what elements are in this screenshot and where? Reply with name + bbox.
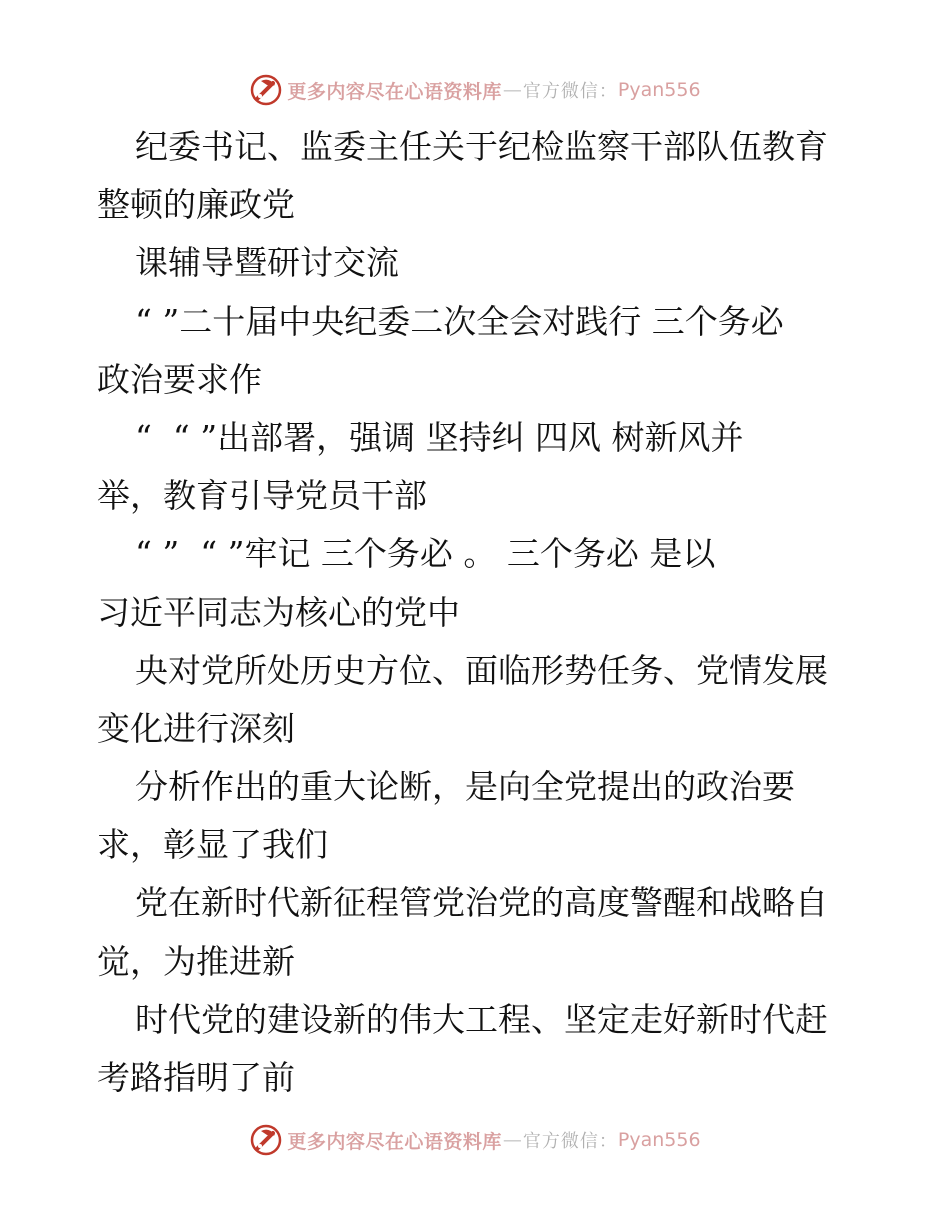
- banner-site-text: 更多内容尽在心语资料库: [287, 80, 502, 103]
- body-line: 时代党的建设新的伟大工程、坚定走好新时代赶: [135, 999, 828, 1039]
- body-line: 整顿的廉政党: [97, 185, 295, 225]
- banner-separator: —: [502, 1129, 522, 1151]
- body-line: 政治要求作: [97, 359, 262, 399]
- banner-wechat-label: 官方微信：: [522, 81, 618, 102]
- body-line: “ ”二十届中央纪委二次全会对践行 三个务必: [135, 301, 784, 341]
- body-line: 变化进行深刻: [97, 708, 295, 748]
- banner-wechat-id: Pyan556: [617, 79, 701, 101]
- banner-wechat-label: 官方微信：: [522, 1131, 618, 1152]
- body-line: 考路指明了前: [97, 1058, 295, 1097]
- body-line: 习近平同志为核心的党中: [97, 592, 460, 632]
- body-line: 求，彰显了我们: [97, 825, 328, 865]
- brand-logo-icon: [249, 73, 283, 107]
- body-line: 分析作出的重大论断，是向全党提出的政治要: [135, 767, 795, 807]
- document-body: [97, 118, 857, 1107]
- body-line: “ ” “ ”牢记 三个务必 。 三个务必 是以: [135, 534, 716, 574]
- banner-separator: —: [502, 79, 522, 101]
- banner-site-text: 更多内容尽在心语资料库: [287, 1130, 502, 1153]
- banner-wechat-id: Pyan556: [617, 1129, 701, 1151]
- body-line: 纪委书记、监委主任关于纪检监察干部队伍教育: [135, 127, 828, 166]
- header-banner: [0, 70, 950, 110]
- body-line: “ “ ”出部署，强调 坚持纠 四风 树新风并: [135, 417, 744, 457]
- brand-logo-icon: [249, 1123, 283, 1157]
- body-line: 央对党所处历史方位、面临形势任务、党情发展: [135, 650, 828, 690]
- body-line: 课辅导暨研讨交流: [135, 243, 399, 283]
- footer-banner: [0, 1120, 950, 1160]
- body-line: 觉，为推进新: [97, 941, 295, 981]
- body-line: 举，教育引导党员干部: [97, 476, 427, 516]
- body-line: 党在新时代新征程管党治党的高度警醒和战略自: [135, 883, 828, 923]
